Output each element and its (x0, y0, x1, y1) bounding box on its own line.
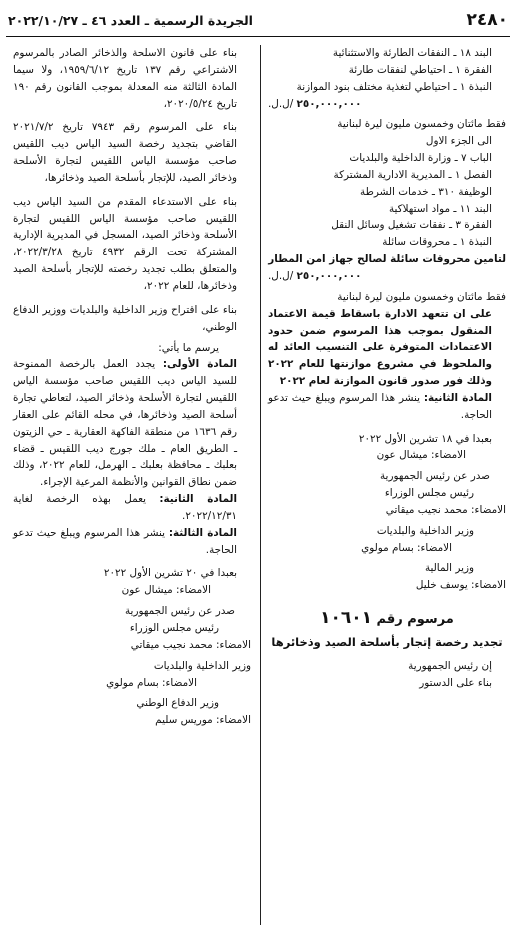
article-title: المادة الثالثة: (168, 526, 237, 539)
article-2 (13, 491, 251, 525)
amount-words: فقط مائتان وخمسون مليون ليرة لبنانية (337, 290, 506, 303)
decree-subject: تجديد رخصة إتجار بأسلحة الصيد وذخائرها (271, 634, 503, 649)
signature-defense: الامضاء: موريس سليم (155, 714, 251, 727)
article-title: المادة الثانية: (159, 493, 238, 506)
issue-place-date: بعبدا في ١٨ تشرين الأول ٢٠٢٢ (358, 432, 492, 445)
opening-line: بناء على الدستور (419, 677, 492, 690)
article-2 (268, 390, 506, 424)
pm-title: رئيس مجلس الوزراء (384, 487, 474, 500)
right-column (262, 45, 510, 925)
condition-note: على ان تتعهد الادارة باسقاط قيمة الاعتماد المنقول بموجب هذا المرسوم ضمن حدود الاعتمادات المتوفرة على التنسيب العائد له والملحوظ في مشروع موازنتها للعام ٢٠٢٢ وذلك فور صدور قانون الموازنة لعام ٢٠٢٢ (268, 307, 492, 388)
budget-line: البند ١٨ ـ النفقات الطارئة والاستثنائية (332, 47, 492, 59)
issued-by: صدر عن رئيس الجمهورية (379, 470, 490, 483)
opening-line: إن رئيس الجمهورية (408, 660, 492, 673)
preamble-paragraph: بناء على الاستدعاء المقدم من السيد الياس ديب اللقيس صاحب مؤسسة الياس اللقيس لتجارة الأسلحة وذخائر الصيد، المسجل في المديرية الإدارية المشتركة تحت الرقم ٤٩٣٢ تاريخ ٢٠٢٢/٣/٢٨، والمتعلق بطلب تجديد رخصته للإتجار بأسلحة الصيد وذخائرها، للعام ٢٠٢٢، (13, 195, 237, 292)
article-title: المادة الثانية: (423, 391, 492, 404)
article-text: ينشر هذا المرسوم ويبلغ حيث تدعو الحاجة. (13, 526, 237, 556)
signature-finance: الامضاء: يوسف خليل (415, 579, 506, 592)
signature-president: الامضاء: ميشال عون (376, 449, 466, 462)
pm-title: رئيس مجلس الوزراء (129, 622, 219, 634)
amount-words: فقط مائتان وخمسون مليون ليرة لبنانية (337, 118, 506, 131)
page-number: ٢٤٨٠ (466, 10, 508, 31)
signature-pm: الامضاء: محمد نجيب ميقاتي (130, 638, 251, 651)
budget-line: الفقرة ١ ـ احتياطي لنفقات طارئة (348, 63, 492, 76)
preamble-paragraph: بناء على قانون الاسلحة والذخائر الصادر بالمرسوم الاشتراعي رقم ١٣٧ تاريخ ١٩٥٩/٦/١٢، ولا سيما المادة الثالثة منه المعدلة بموجب القانون رقم ١٩٠ تاريخ ٢٠٢٠/٥/٢٤، (13, 47, 237, 110)
amount-line (268, 268, 506, 285)
finance-minister-title: وزير المالية (424, 562, 474, 575)
interior-minister-title: وزير الداخلية والبلديات (376, 524, 474, 537)
budget-line: النبذة ١ ـ محروقات سائلة (382, 236, 492, 249)
decree-number: ١٠٦٠١ (320, 608, 373, 629)
signature-president: الامضاء: ميشال عون (121, 584, 211, 597)
page-header (6, 6, 510, 37)
budget-line: الى الجزء الاول (425, 135, 492, 148)
issue-place-date: بعبدا في ٢٠ تشرين الأول ٢٠٢٢ (103, 567, 237, 580)
amount-unit: /ل.ل. (268, 269, 297, 282)
amount-unit: /ل.ل. (268, 97, 297, 110)
article-title: المادة الأولى: (162, 358, 237, 371)
signature-interior: الامضاء: بسام مولوي (361, 541, 452, 554)
budget-line: النبذة ١ ـ احتياطي لتغذية مختلف بنود الموازنة (296, 80, 492, 93)
amount-line (268, 96, 506, 113)
decree-number-heading (268, 605, 506, 633)
issued-by: صدر عن رئيس الجمهورية (124, 605, 235, 618)
amount-value: ٢٥٠,٠٠٠,٠٠٠ (296, 269, 362, 282)
defense-minister-title: وزير الدفاع الوطني (136, 697, 219, 710)
article-1 (13, 356, 251, 491)
preamble-paragraph: بناء على المرسوم رقم ٧٩٤٣ تاريخ ٢٠٢١/٧/٢ القاضي بتجديد رخصة السيد الياس ديب اللقيس صاحب مؤسسة الياس اللقيس لتجارة الأسلحة وذخائر الصيد، للإتجار بأسلحة الصيد وذخائرها، (13, 121, 237, 184)
article-3 (13, 525, 251, 559)
interior-minister-title: وزير الداخلية والبلديات (153, 659, 251, 672)
budget-line: الباب ٧ ـ وزارة الداخلية والبلديات (349, 152, 492, 165)
two-column-body (6, 45, 510, 925)
article-text: يعمل بهذه الرخصة لغاية ٢٠٢٢/١٢/٣١. (13, 493, 237, 522)
budget-line: الوظيفة ٣١٠ ـ خدمات الشرطة (360, 185, 492, 198)
amount-value: ٢٥٠,٠٠٠,٠٠٠ (296, 97, 362, 110)
decrees-line: يرسم ما يأتي: (158, 341, 219, 354)
preamble-paragraph: بناء على اقتراح وزير الداخلية والبلديات ووزير الدفاع الوطني، (13, 303, 237, 333)
budget-line: البند ١١ ـ مواد استهلاكية (388, 202, 492, 215)
purpose-text: لتامين محروقات سائلة لصالح جهاز امن المطار (268, 253, 506, 266)
article-text: ينشر هذا المرسوم ويبلغ حيث تدعو الحاجة. (268, 391, 492, 421)
running-head: الجريدة الرسمية ـ العدد ٤٦ ـ ٢٠٢٢/١٠/٢٧ (8, 12, 253, 28)
column-divider (260, 45, 261, 925)
budget-line: الفقرة ٣ ـ نفقات تشغيل وسائل النقل (331, 219, 492, 232)
signature-pm: الامضاء: محمد نجيب ميقاتي (385, 503, 506, 516)
left-column (11, 45, 259, 925)
signature-interior: الامضاء: بسام مولوي (106, 676, 197, 689)
decree-label: مرسوم رقم (372, 612, 454, 628)
article-text: يجدد العمل بالرخصة الممنوحة للسيد الياس ديب اللقيس صاحب مؤسسة الياس اللقيس لتجارة الأسلحة وذخائر الصيد، لتعاطي تجارة أسلحة الصيد وذخائرها، في محله القائم على العقار رقم ١٦٣٦ من منطقة الفاكهة العقارية ـ حي الزيتون ـ الطريق العام ـ ملك جورج ديب اللقيس ـ قضاء بعلبك ـ محافظة بعلبك ـ الهرمل، للعام ٢٠٢٢، وذلك ضمن نطاق القوانين والأنظمة المرعية الإجراء. (13, 358, 237, 489)
budget-line: الفصل ١ ـ المديرية الادارية المشتركة (333, 168, 492, 181)
